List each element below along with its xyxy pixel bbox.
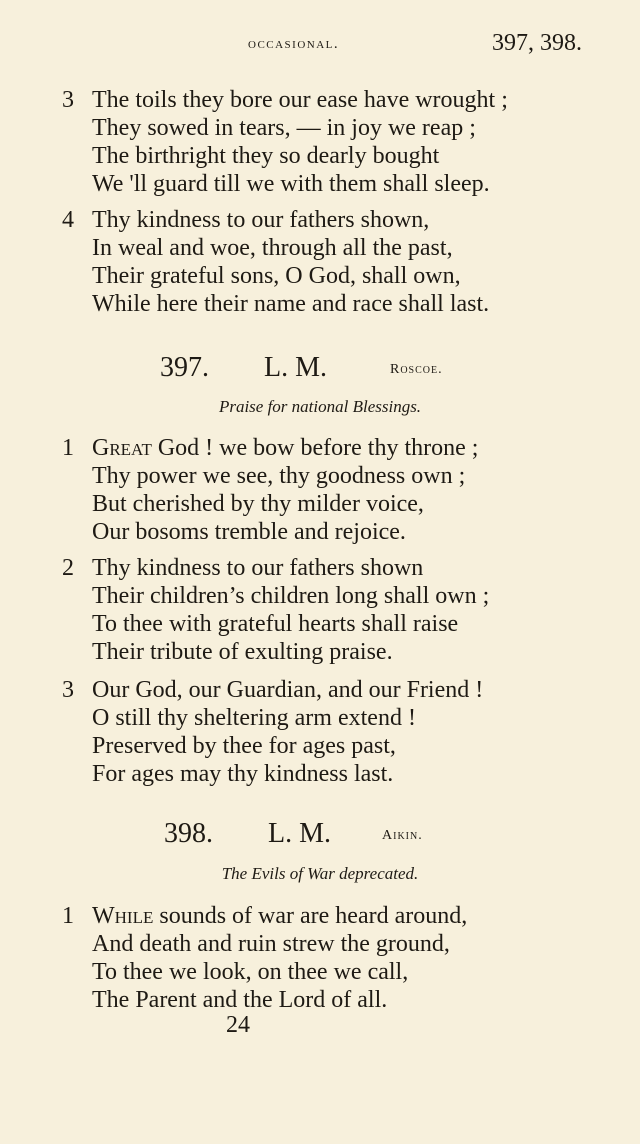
hymn-tune: Aikin. [382,828,423,843]
hymn-398-subtitle: The Evils of War deprecated. [221,864,419,883]
verse-line: Their children’s children long shall own ; [92,583,490,609]
hymn-meter: L. M. [268,818,331,849]
hymn-398-header [0,818,640,854]
verse-line: Our bosoms tremble and rejoice. [92,519,406,545]
verse-line: Their grateful sons, O God, shall own, [92,263,461,289]
verse-line: O still thy sheltering arm extend ! [92,705,416,731]
signature-mark: 24 [226,1012,250,1038]
hymn-number: 397. [160,352,209,383]
verse-line-text: God ! we bow before thy throne ; [151,435,479,461]
hymn-tune: Roscoe. [390,362,443,377]
hymn-number: 398. [164,818,213,849]
verse-line: And death and ruin strew the ground, [92,931,450,957]
verse-number: 1 [62,435,74,461]
verse-line: While here their name and race shall last. [92,291,490,317]
verse-line: Thy kindness to our fathers shown, [92,207,430,233]
verse-line: Thy kindness to our fathers shown [92,555,424,581]
verse-line: In weal and woe, through all the past, [92,235,453,261]
drop-word: While [92,903,154,929]
verse-line: They sowed in tears, — in joy we reap ; [92,115,476,141]
running-head-hymn-numbers: 397, 398. [492,30,582,56]
verse-number: 3 [62,87,74,113]
verse-line: We 'll guard till we with them shall sleep. [92,171,490,197]
verse-number: 3 [62,677,74,703]
verse-line [92,434,478,462]
verse-line: The toils they bore our ease have wrought ; [92,87,508,113]
verse-number: 1 [62,903,74,929]
verse-line-text: sounds of war are heard around, [153,903,468,929]
verse-line: The birthright they so dearly bought [92,143,440,169]
verse-line: Thy power we see, thy goodness own ; [92,463,466,489]
verse-number: 2 [62,555,74,581]
verse-line: For ages may thy kindness last. [92,761,394,787]
hymn-meter: L. M. [264,352,327,383]
verse-line [92,902,467,930]
running-head-title: occasional. [248,36,340,52]
verse-line: Their tribute of exulting praise. [92,639,393,665]
verse-line: Preserved by thee for ages past, [92,733,396,759]
hymn-397-subtitle: Praise for national Blessings. [218,397,422,416]
drop-word: Great [92,435,152,461]
verse-number: 4 [62,207,74,233]
verse-line: To thee with grateful hearts shall raise [92,611,459,637]
verse-line: To thee we look, on thee we call, [92,959,409,985]
running-head [0,30,640,62]
verse-line: The Parent and the Lord of all. [92,987,388,1013]
verse-line: Our God, our Guardian, and our Friend ! [92,677,484,703]
verse-line: But cherished by thy milder voice, [92,491,424,517]
hymn-397-header [0,352,640,388]
